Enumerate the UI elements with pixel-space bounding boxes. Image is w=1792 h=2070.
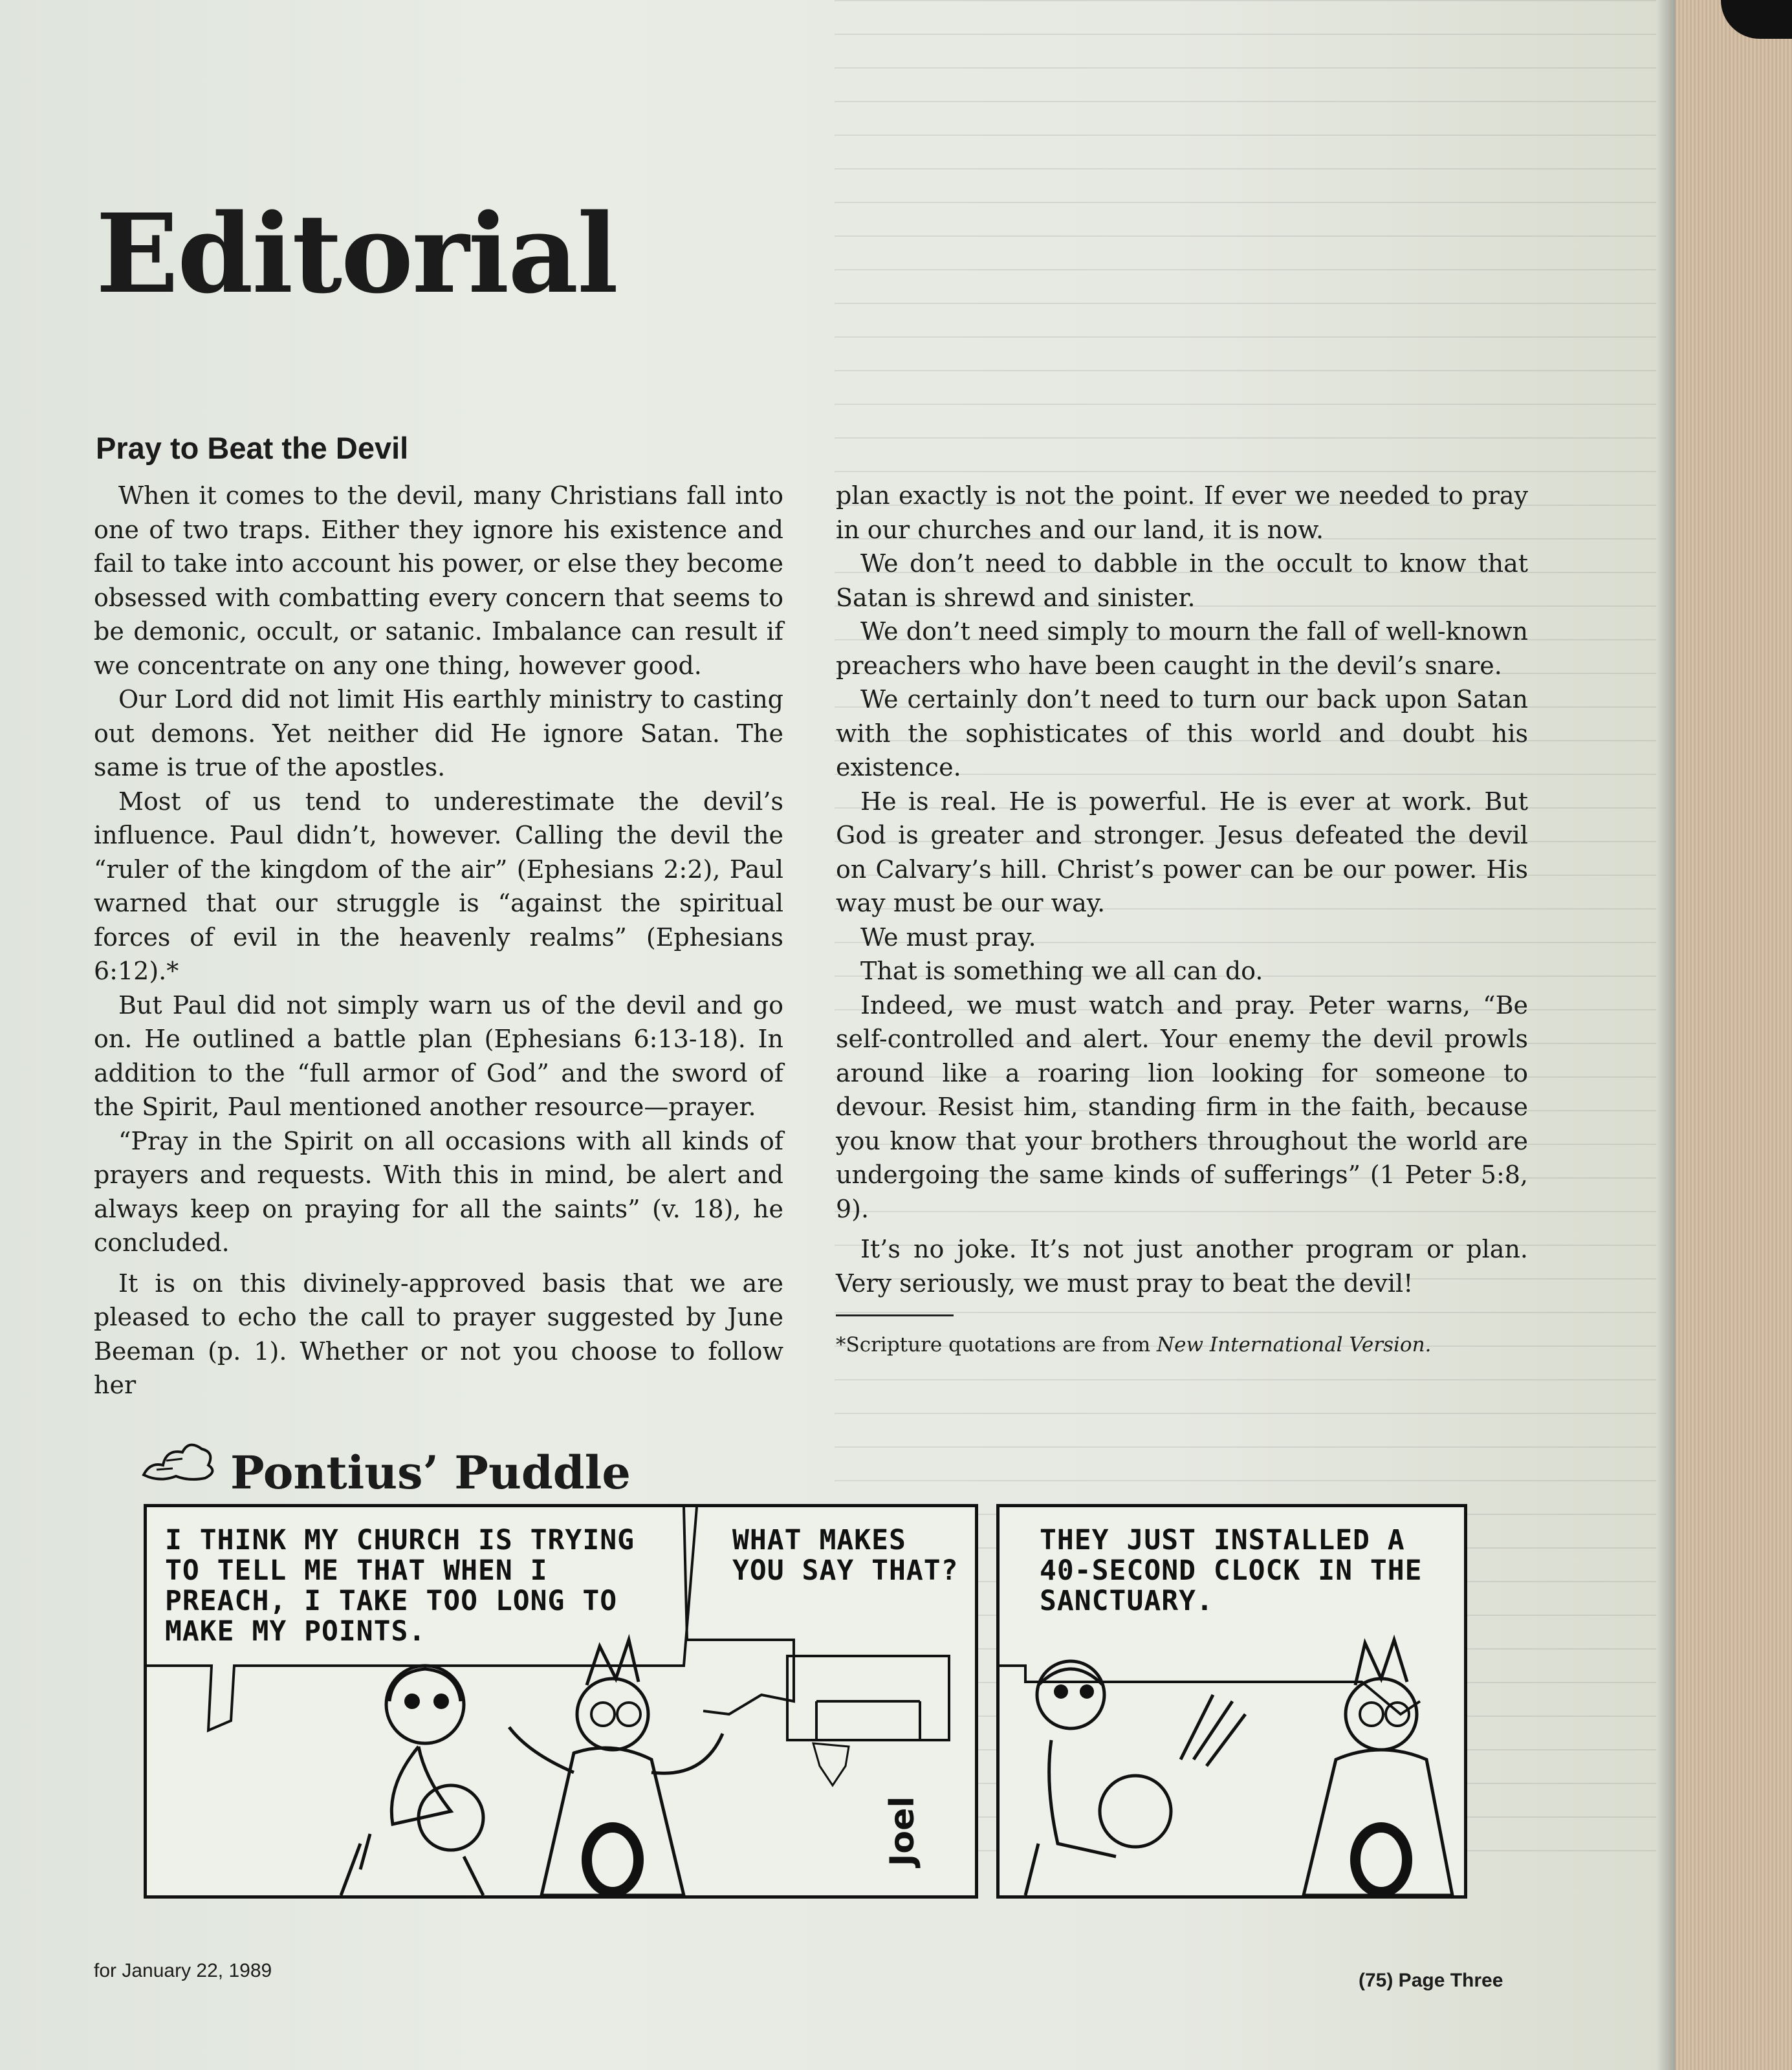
gutter-shadow — [1656, 0, 1676, 2070]
right-column — [836, 479, 1528, 1358]
left-column — [94, 479, 783, 1402]
paragraph: We certainly don’t need to turn our back upon Satan with the sophisticates of this world and doubt his existence. — [836, 685, 1528, 781]
paragraph: “Pray in the Spirit on all occasions with all kinds of prayers and requests. With this in mind, be alert and always keep on praying for all the saints” (v. 18), he concluded. — [94, 1126, 783, 1257]
book-page-edges — [1676, 0, 1792, 2070]
comic-title: Pontius’ Puddle — [230, 1446, 631, 1499]
paragraph: Our Lord did not limit His earthly ministry to casting out demons. Yet neither did He ignore Satan. The same is true of the apostles. — [94, 685, 783, 781]
cartoonist-signature: Joel — [883, 1796, 922, 1866]
paragraph: plan exactly is not the point. If ever we needed to pray in our churches and our land, it is now. — [836, 481, 1528, 544]
speech-bubble-right: WHAT MAKES YOU SAY THAT? — [732, 1524, 959, 1587]
footnote-source: New International Version. — [1157, 1333, 1432, 1356]
paragraph: It’s no joke. It’s not just another program or plan. Very seriously, we must pray to beat the devil! — [836, 1235, 1528, 1298]
issue-date: for January 22, 1989 — [94, 1960, 272, 1981]
pontius-logo-icon — [137, 1430, 221, 1488]
page-number: (75) Page Three — [1359, 1970, 1503, 1991]
footnote — [836, 1332, 1528, 1358]
paragraph: But Paul did not simply warn us of the devil and go on. He outlined a battle plan (Ephesians 6:13-18). In addition to the “full armor of God” and the sword of the Spirit, Paul mentioned another resource—prayer. — [94, 990, 783, 1121]
comic-panel-1 — [144, 1504, 978, 1899]
paragraph: We don’t need to dabble in the occult to know that Satan is shrewd and sinister. — [836, 549, 1528, 612]
speech-bubble-left: I THINK MY CHURCH IS TRYING TO TELL ME THAT WHEN I PREACH, I TAKE TOO LONG TO MAKE MY POINTS. — [165, 1524, 635, 1648]
paragraph: Most of us tend to underestimate the devil’s influence. Paul didn’t, however. Calling the devil the “ruler of the kingdom of the air” (Ephesians 2:2), Paul warned that our struggle is “against the spiritual forces of evil in the heavenly realms” (Ephesians 6:12).* — [94, 787, 783, 985]
paragraph: He is real. He is powerful. He is ever at work. But God is greater and stronger. Jesus defeated the devil on Calvary’s hill. Christ’s power can be our power. His way must be our way. — [836, 787, 1528, 917]
paragraph: When it comes to the devil, many Christians fall into one of two traps. Either they ignore his existence and fail to take into account his power, or else they become obsessed with combatting every concern that seems to be demonic, occult, or satanic. Imbalance can result if we concentrate on any one thing, however good. — [94, 481, 783, 680]
paragraph: We don’t need simply to mourn the fall of well-known preachers who have been caught in the devil’s snare. — [836, 617, 1528, 680]
speech-bubble-clock: THEY JUST INSTALLED A 40-SECOND CLOCK IN THE SANCTUARY. — [1040, 1524, 1423, 1617]
section-title: Editorial — [96, 190, 618, 318]
comic-panel-2 — [996, 1504, 1467, 1899]
paragraph: We must pray. — [860, 922, 1036, 952]
footnote-prefix: *Scripture quotations are from — [836, 1333, 1157, 1356]
paragraph: It is on this divinely-approved basis that we are pleased to echo the call to prayer suggested by June Beeman (p. 1). Whether or not you choose to follow her — [94, 1269, 783, 1399]
article-headline: Pray to Beat the Devil — [96, 431, 409, 465]
footnote-divider — [836, 1314, 954, 1316]
paragraph: Indeed, we must watch and pray. Peter warns, “Be self-controlled and alert. Your enemy the devil prowls around like a roaring lion looking for someone to devour. Resist him, standing firm in the faith, because you know that your brothers throughout the world are undergoing the same kinds of sufferings” (1 Peter 5:8, 9). — [836, 990, 1528, 1223]
paragraph: That is something we all can do. — [860, 957, 1263, 985]
